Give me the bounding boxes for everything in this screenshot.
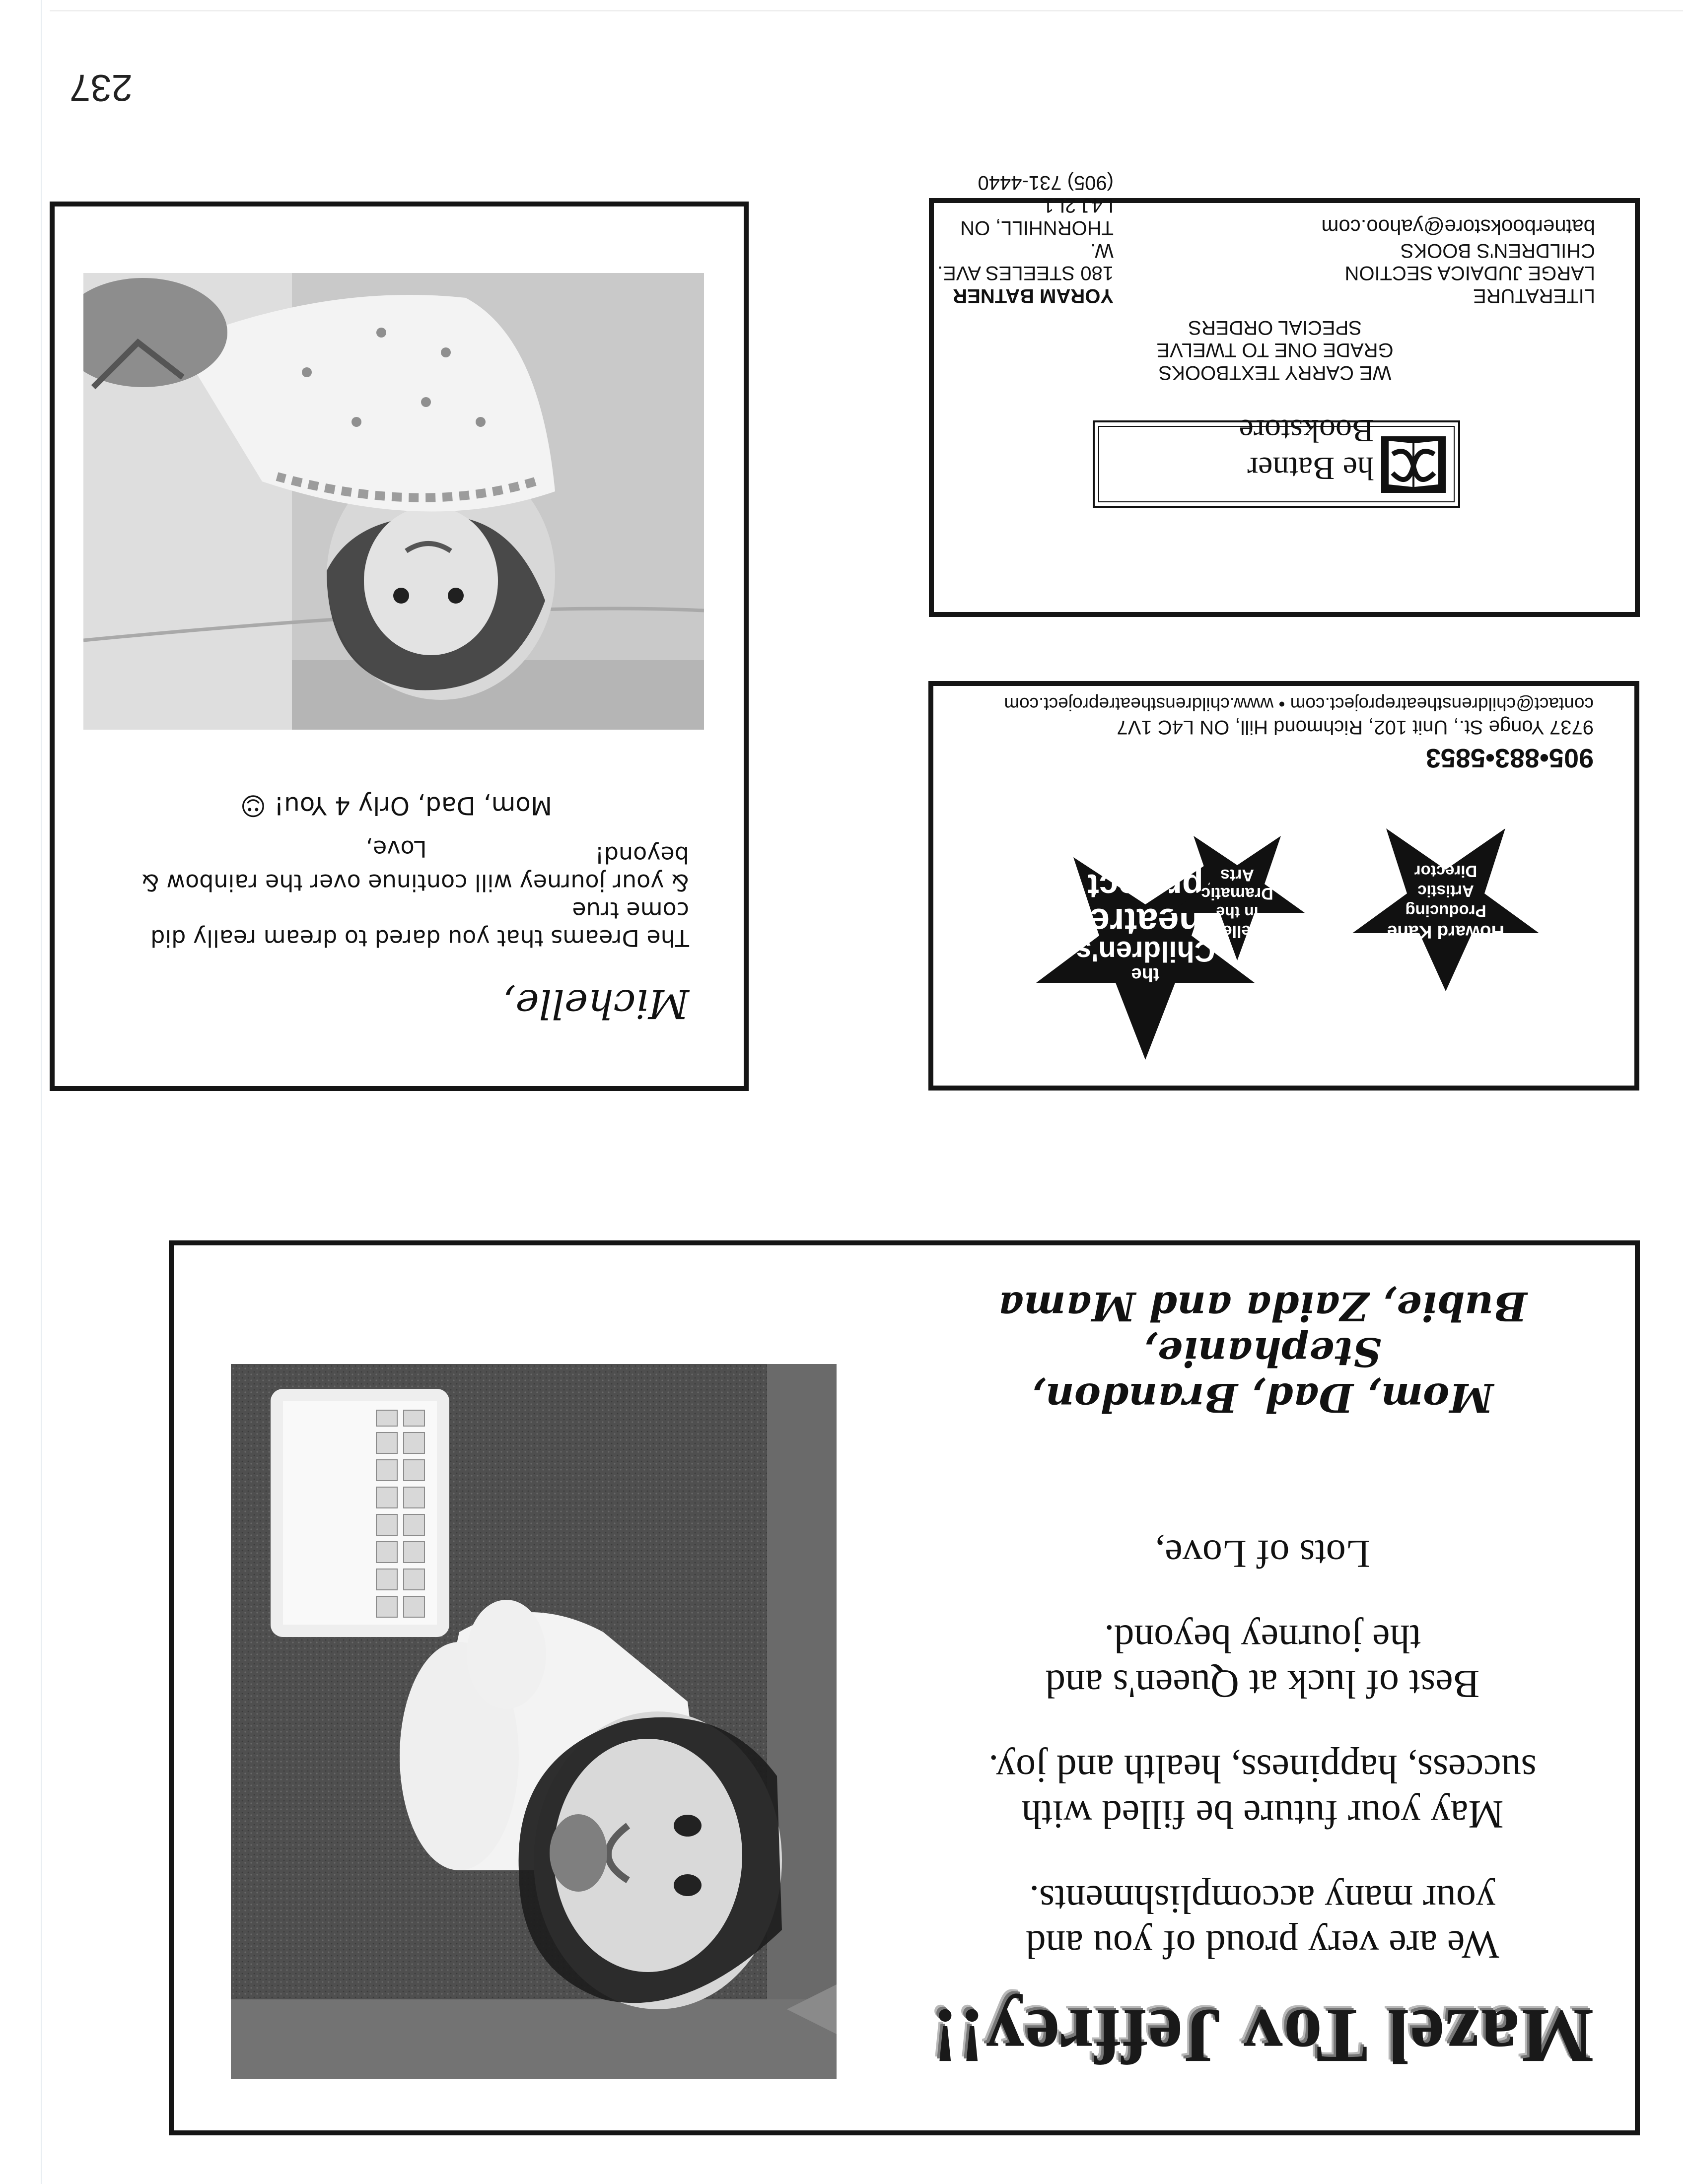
baby-at-keyboard-illustration bbox=[231, 1364, 837, 2079]
address-line: THORNHILL, ON L4J 2L1 bbox=[960, 194, 1114, 239]
service-line: SPECIAL ORDERS bbox=[1188, 316, 1362, 339]
message-line: the journey beyond. bbox=[1104, 1617, 1421, 1661]
bookstore-logo-frame bbox=[1093, 412, 1460, 508]
mazel-message bbox=[920, 1531, 1605, 1967]
message-line: We are very proud of you and bbox=[1026, 1922, 1499, 1966]
ad-title: Mazel Tov Jeffrey!! bbox=[931, 1993, 1594, 2079]
category-line: LARGE JUDAICA SECTION bbox=[1344, 262, 1595, 284]
theatre-phone: 905•883•5853 bbox=[1425, 743, 1594, 773]
producing-text: Producing bbox=[1405, 902, 1486, 920]
batner-bookstore-ad bbox=[929, 172, 1640, 617]
michelle-toddler-photo bbox=[83, 273, 704, 730]
theatre-contact: contact@childrenstheatreproject.com • www.childrenstheatreproject.com bbox=[1004, 694, 1594, 714]
dramatic-text: Dramatic bbox=[1201, 884, 1273, 903]
logo-childrens-text: Children's bbox=[1075, 935, 1215, 967]
artistic-text: Artistic bbox=[1417, 882, 1474, 900]
in-the-text: in the bbox=[1216, 903, 1259, 921]
category-line: LITERATURE bbox=[1473, 285, 1595, 307]
mazel-tov-ad bbox=[169, 1240, 1640, 2135]
message-line: success, happiness, health and joy. bbox=[988, 1747, 1537, 1791]
bookstore-email: batnerbookstore@yahoo.com bbox=[1321, 215, 1595, 239]
message-spacer bbox=[920, 1837, 1605, 1876]
jeffrey-baby-photo bbox=[231, 1364, 837, 2079]
bookstore-phone: (905) 731-4440 bbox=[978, 172, 1114, 194]
star-right-director bbox=[1352, 828, 1539, 991]
arts-text: Arts bbox=[1220, 866, 1255, 885]
category-line: CHILDREN'S BOOKS bbox=[1400, 239, 1595, 262]
michelle-greeting: Michelle, bbox=[502, 981, 689, 1027]
excellence-text: Excellence bbox=[1194, 922, 1281, 941]
bookstore-categories bbox=[1307, 215, 1595, 307]
message-line: Best of luck at Queen's and bbox=[1045, 1662, 1480, 1706]
address-line: 180 STEELES AVE. W. bbox=[937, 239, 1114, 284]
logo-project-text: project bbox=[1087, 867, 1203, 906]
message-line: & your journey will continue over the rainbow & beyond! bbox=[141, 841, 689, 896]
theatre-logo-stars bbox=[949, 798, 1615, 1071]
logo-small-text: the bbox=[1131, 964, 1160, 985]
message-spacer bbox=[920, 1576, 1605, 1616]
logo-heatre-text: heatre bbox=[1088, 900, 1202, 943]
service-line: GRADE ONE TO TWELVE bbox=[1156, 339, 1394, 361]
bookstore-logo-icon bbox=[1379, 432, 1448, 497]
toddler-in-dress-illustration bbox=[83, 273, 704, 730]
theatre-address: 9737 Yonge St., Unit 102, Richmond Hill, ON L4C 1V7 bbox=[1117, 716, 1594, 738]
bookstore-services bbox=[1064, 316, 1486, 384]
message-spacer bbox=[920, 1706, 1605, 1746]
childrens-theatre-ad bbox=[928, 681, 1639, 1091]
bookstore-contact bbox=[925, 171, 1114, 307]
director-text: Director bbox=[1414, 862, 1477, 881]
michelle-signature: Mom, Dad, Orly 4 You! ☺ bbox=[240, 791, 553, 820]
michelle-ad bbox=[50, 202, 749, 1091]
message-line: May your future be filled with bbox=[1021, 1792, 1504, 1836]
signature-line: Mom, Dad, Brandon, Stephanie, bbox=[1031, 1329, 1494, 1421]
page-number: 237 bbox=[70, 67, 133, 109]
michelle-closing: Love, bbox=[365, 835, 427, 862]
closing-line: Lots of Love, bbox=[1155, 1531, 1370, 1575]
owner-name: YORAM BATNER bbox=[953, 285, 1114, 307]
service-line: WE CARRY TEXTBOOKS bbox=[1158, 362, 1392, 384]
message-line: The Dreams that you dared to dream really did come true bbox=[150, 896, 689, 952]
family-signature bbox=[920, 1284, 1605, 1421]
signature-line: Bubie, Zaida and Mama bbox=[998, 1283, 1527, 1330]
message-line: your many accomplishments. bbox=[1029, 1877, 1496, 1921]
bookstore-logo-text: he Batner Bookstore bbox=[1239, 412, 1374, 486]
director-name: Howard Kane bbox=[1387, 922, 1505, 942]
